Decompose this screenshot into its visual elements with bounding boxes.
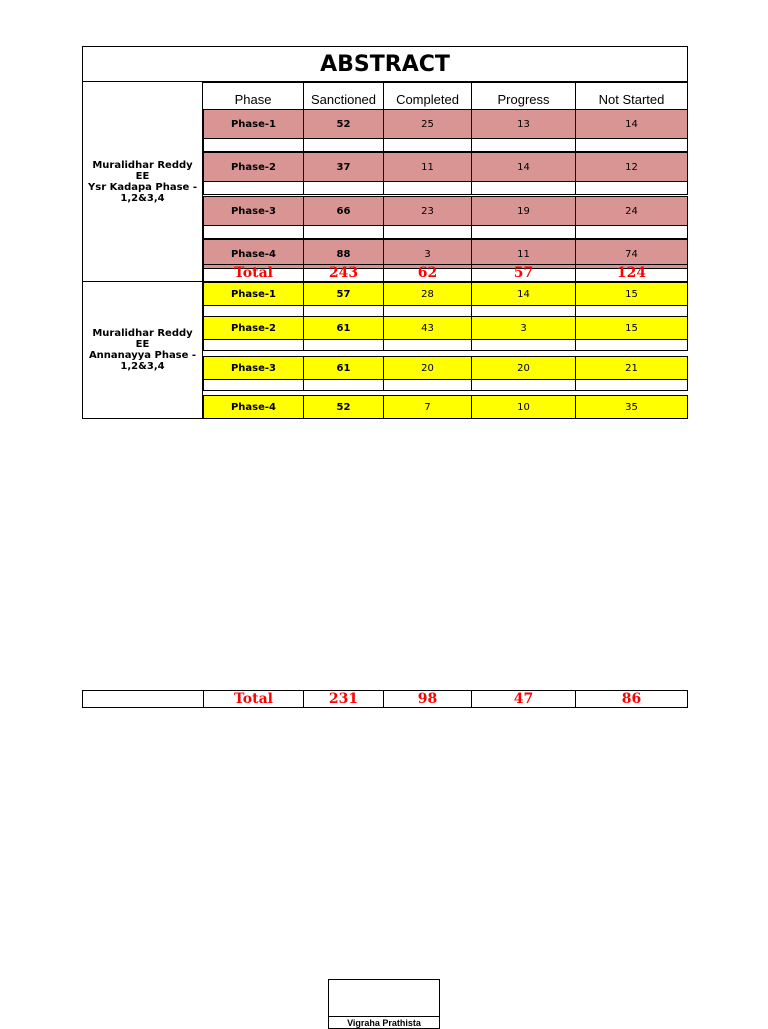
blank-cell — [203, 138, 304, 152]
blank-cell — [303, 225, 384, 239]
page-title: ABSTRACT — [82, 46, 688, 82]
progress-cell: 14 — [471, 152, 576, 182]
table-row — [203, 395, 688, 419]
blank-cell — [303, 339, 384, 351]
footer-label: Vigraha Prathista — [329, 1016, 439, 1028]
blank-cell — [303, 138, 384, 152]
blank-cell — [575, 379, 688, 391]
blank-cell — [383, 339, 472, 351]
total-label: Total — [203, 264, 304, 282]
table-row — [203, 356, 688, 380]
completed-cell: 7 — [383, 395, 472, 419]
header-sanctioned: Sanctioned — [303, 82, 384, 110]
spacer-row — [203, 339, 688, 351]
completed-cell: 20 — [383, 356, 472, 380]
progress-cell: 13 — [471, 109, 576, 139]
table-row — [203, 316, 688, 340]
blank-cell — [303, 181, 384, 195]
footer-box — [328, 979, 440, 1029]
phase-cell: Phase-2 — [203, 316, 304, 340]
blank-cell — [575, 225, 688, 239]
blank-cell — [575, 339, 688, 351]
blank-cell — [303, 379, 384, 391]
header-phase: Phase — [202, 82, 304, 110]
spacer-row — [203, 138, 688, 152]
sanctioned-cell: 61 — [303, 316, 384, 340]
sanctioned-cell: 66 — [303, 196, 384, 226]
sanctioned-cell: 57 — [303, 282, 384, 306]
total-sanctioned: 243 — [303, 264, 384, 282]
header-progress: Progress — [471, 82, 576, 110]
sanctioned-cell: 61 — [303, 356, 384, 380]
blank-cell — [383, 181, 472, 195]
total-completed: 62 — [383, 264, 472, 282]
blank-cell — [471, 181, 576, 195]
not-started-cell: 74 — [575, 239, 688, 269]
blank-cell — [203, 181, 304, 195]
not-started-cell: 15 — [575, 316, 688, 340]
header-completed: Completed — [383, 82, 472, 110]
group-label-annanayya: Muralidhar Reddy EE Annanayya Phase - 1,2&3,4 — [82, 282, 203, 419]
phase-cell: Phase-4 — [203, 239, 304, 269]
table-row — [203, 282, 688, 306]
blank-cell — [203, 225, 304, 239]
progress-cell: 20 — [471, 356, 576, 380]
completed-cell: 25 — [383, 109, 472, 139]
blank-cell — [575, 138, 688, 152]
blank-cell — [203, 339, 304, 351]
table-row — [203, 196, 688, 226]
progress-cell: 19 — [471, 196, 576, 226]
phase-cell: Phase-1 — [203, 109, 304, 139]
total-sanctioned: 231 — [303, 690, 384, 708]
sanctioned-cell: 52 — [303, 395, 384, 419]
sanctioned-cell: 52 — [303, 109, 384, 139]
completed-cell: 11 — [383, 152, 472, 182]
blank-cell — [471, 379, 576, 391]
phase-cell: Phase-1 — [203, 282, 304, 306]
group-label-ysr-kadapa: Muralidhar Reddy EE Ysr Kadapa Phase - 1,2&3,4 — [82, 82, 203, 282]
total-completed: 98 — [383, 690, 472, 708]
not-started-cell: 15 — [575, 282, 688, 306]
blank-cell — [471, 339, 576, 351]
completed-cell: 23 — [383, 196, 472, 226]
total-row-group2 — [82, 690, 688, 708]
header-not-started: Not Started — [575, 82, 688, 110]
total-label: Total — [203, 690, 304, 708]
spacer-row — [203, 225, 688, 239]
blank-cell — [575, 181, 688, 195]
total-progress: 57 — [471, 264, 576, 282]
total-not-started: 124 — [575, 264, 688, 282]
blank-cell — [383, 138, 472, 152]
table-row — [203, 152, 688, 182]
phase-cell: Phase-3 — [203, 196, 304, 226]
phase-cell: Phase-2 — [203, 152, 304, 182]
progress-cell: 10 — [471, 395, 576, 419]
spacer-row — [203, 181, 688, 195]
sanctioned-cell: 88 — [303, 239, 384, 269]
total-row-group1 — [203, 264, 688, 282]
completed-cell: 3 — [383, 239, 472, 269]
blank-cell — [471, 225, 576, 239]
not-started-cell: 12 — [575, 152, 688, 182]
phase-cell: Phase-4 — [203, 395, 304, 419]
blank-cell — [383, 379, 472, 391]
blank-cell — [471, 138, 576, 152]
not-started-cell: 24 — [575, 196, 688, 226]
total-progress: 47 — [471, 690, 576, 708]
blank-cell — [383, 225, 472, 239]
total-row-blank-cell — [82, 690, 204, 708]
spacer-row — [203, 379, 688, 391]
blank-cell — [203, 379, 304, 391]
completed-cell: 43 — [383, 316, 472, 340]
not-started-cell: 14 — [575, 109, 688, 139]
progress-cell: 3 — [471, 316, 576, 340]
not-started-cell: 21 — [575, 356, 688, 380]
sanctioned-cell: 37 — [303, 152, 384, 182]
completed-cell: 28 — [383, 282, 472, 306]
phase-cell: Phase-3 — [203, 356, 304, 380]
progress-cell: 14 — [471, 282, 576, 306]
table-row — [203, 109, 688, 139]
progress-cell: 11 — [471, 239, 576, 269]
not-started-cell: 35 — [575, 395, 688, 419]
total-not-started: 86 — [575, 690, 688, 708]
